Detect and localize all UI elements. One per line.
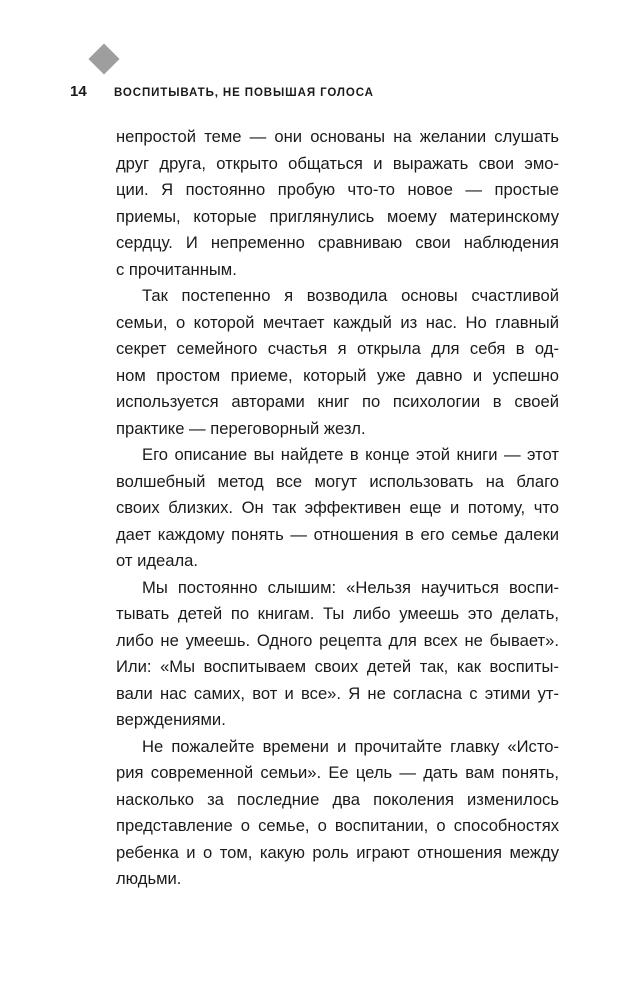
text-line: дает каждому понять — отношения в его семье далеки: [116, 524, 559, 544]
text-line: друг друга, открыто общаться и выражать свои эмо-: [116, 153, 559, 173]
running-book-title: ВОСПИТЫВАТЬ, НЕ ПОВЫШАЯ ГОЛОСА: [114, 87, 374, 99]
text-line: представление о семье, о воспитании, о способностях: [116, 816, 559, 835]
text-line: Его описание вы найдете в конце этой книги — этот: [142, 445, 559, 464]
paragraph: [116, 575, 559, 734]
corner-diamond-ornament: [88, 43, 119, 74]
text-line: семьи, о которой мечтает каждый из нас. Но главный: [116, 312, 559, 332]
text-line: с прочитанным.: [116, 259, 237, 279]
paragraph: [116, 442, 559, 575]
text-line: либо не умеешь. Одного рецепта для всех не бывает».: [116, 630, 559, 650]
text-line: тывать детей по книгам. Ты либо умеешь это делать,: [116, 604, 559, 623]
paragraph: [116, 283, 559, 442]
text-line: ном простом приеме, который уже давно и успешно: [116, 365, 559, 385]
text-line: сердцу. И непременно сравниваю свои наблюдения: [116, 233, 559, 252]
text-line: секрет семейного счастья я открыла для себя в од-: [116, 339, 559, 358]
text-line: Так постепенно я возводила основы счастливой: [142, 286, 559, 305]
text-line: приемы, которые приглянулись моему материнскому: [116, 206, 559, 226]
text-line: Не пожалейте времени и прочитайте главку «Исто-: [142, 736, 559, 756]
text-line: ребенка и о том, какую роль играют отношения между: [116, 842, 559, 862]
text-line: своих близких. Он так эффективен еще и потому, что: [116, 498, 559, 517]
text-line: верждениями.: [116, 710, 226, 729]
text-line: вали нас самих, вот и все». Я не согласна с этими ут-: [116, 683, 559, 703]
paragraph: [116, 124, 559, 283]
text-line: насколько за последние два поколения изменилось: [116, 789, 559, 809]
text-line: Или: «Мы воспитываем своих детей так, как воспиты-: [116, 657, 559, 676]
text-line: используется авторами книг по психологии в своей: [116, 392, 559, 411]
text-line: Мы постоянно слышим: «Нельзя научиться воспи-: [142, 577, 559, 597]
page-number: 14: [70, 83, 87, 100]
text-line: практике — переговорный жезл.: [116, 418, 366, 438]
text-line: людьми.: [116, 869, 182, 888]
paragraph: [116, 734, 559, 893]
text-line: волшебный метод все могут использовать на благо: [116, 471, 559, 491]
text-line: от идеала.: [116, 551, 199, 570]
body-text: [116, 124, 559, 893]
text-line: ции. Я постоянно пробую что-то новое — простые: [116, 180, 559, 199]
text-line: непростой теме — они основаны на желании слушать: [116, 127, 559, 146]
text-line: рия современной семьи». Ее цель — дать вам понять,: [116, 763, 559, 782]
running-header: [70, 83, 374, 100]
